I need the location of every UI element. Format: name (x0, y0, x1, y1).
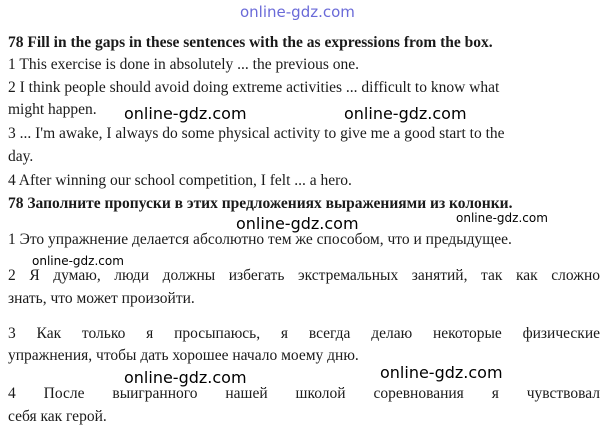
watermark-2: online-gdz.com (344, 104, 467, 123)
watermark-6: online-gdz.com (124, 368, 247, 387)
watermark-5: online-gdz.com (32, 254, 124, 268)
english-line-2: 2 I think people should avoid doing extreme activities ... difficult to know what (8, 79, 500, 96)
watermark-4: online-gdz.com (456, 211, 548, 225)
english-heading: 78 Fill in the gaps in these sentences with the as expressions from the box. (8, 34, 493, 51)
russian-line-4: 4 После выигранного нашей школой соревнования я чувствовал (8, 385, 600, 402)
russian-line-2-cont: знать, что может произойти. (8, 290, 195, 307)
english-line-4: 4 After winning our school competition, I felt ... a hero. (8, 172, 352, 189)
watermark-7: online-gdz.com (380, 363, 503, 382)
russian-line-4-cont: себя как герой. (8, 408, 107, 425)
header-watermark: online-gdz.com (240, 3, 355, 21)
english-line-3: 3 ... I'm awake, I always do some physical activity to give me a good start to the (8, 125, 505, 142)
watermark-1: online-gdz.com (124, 104, 247, 123)
russian-line-3-cont: упражнения, чтобы дать хорошее начало моему дню. (8, 347, 359, 364)
russian-heading: 78 Заполните пропуски в этих предложениях выражениями из колонки. (8, 195, 513, 212)
russian-line-3: 3 Как только я просыпаюсь, я всегда делаю некоторые физические (8, 325, 600, 342)
english-line-1: 1 This exercise is done in absolutely ... the previous one. (8, 56, 359, 73)
watermark-3: online-gdz.com (236, 214, 359, 233)
english-line-3-cont: day. (8, 148, 34, 165)
russian-line-1: 1 Это упражнение делается абсолютно тем же способом, что и предыдущее. (8, 231, 512, 248)
russian-line-2: 2 Я думаю, люди должны избегать экстремальных занятий, так как сложно (8, 267, 600, 284)
english-line-2-cont: might happen. (8, 101, 97, 118)
